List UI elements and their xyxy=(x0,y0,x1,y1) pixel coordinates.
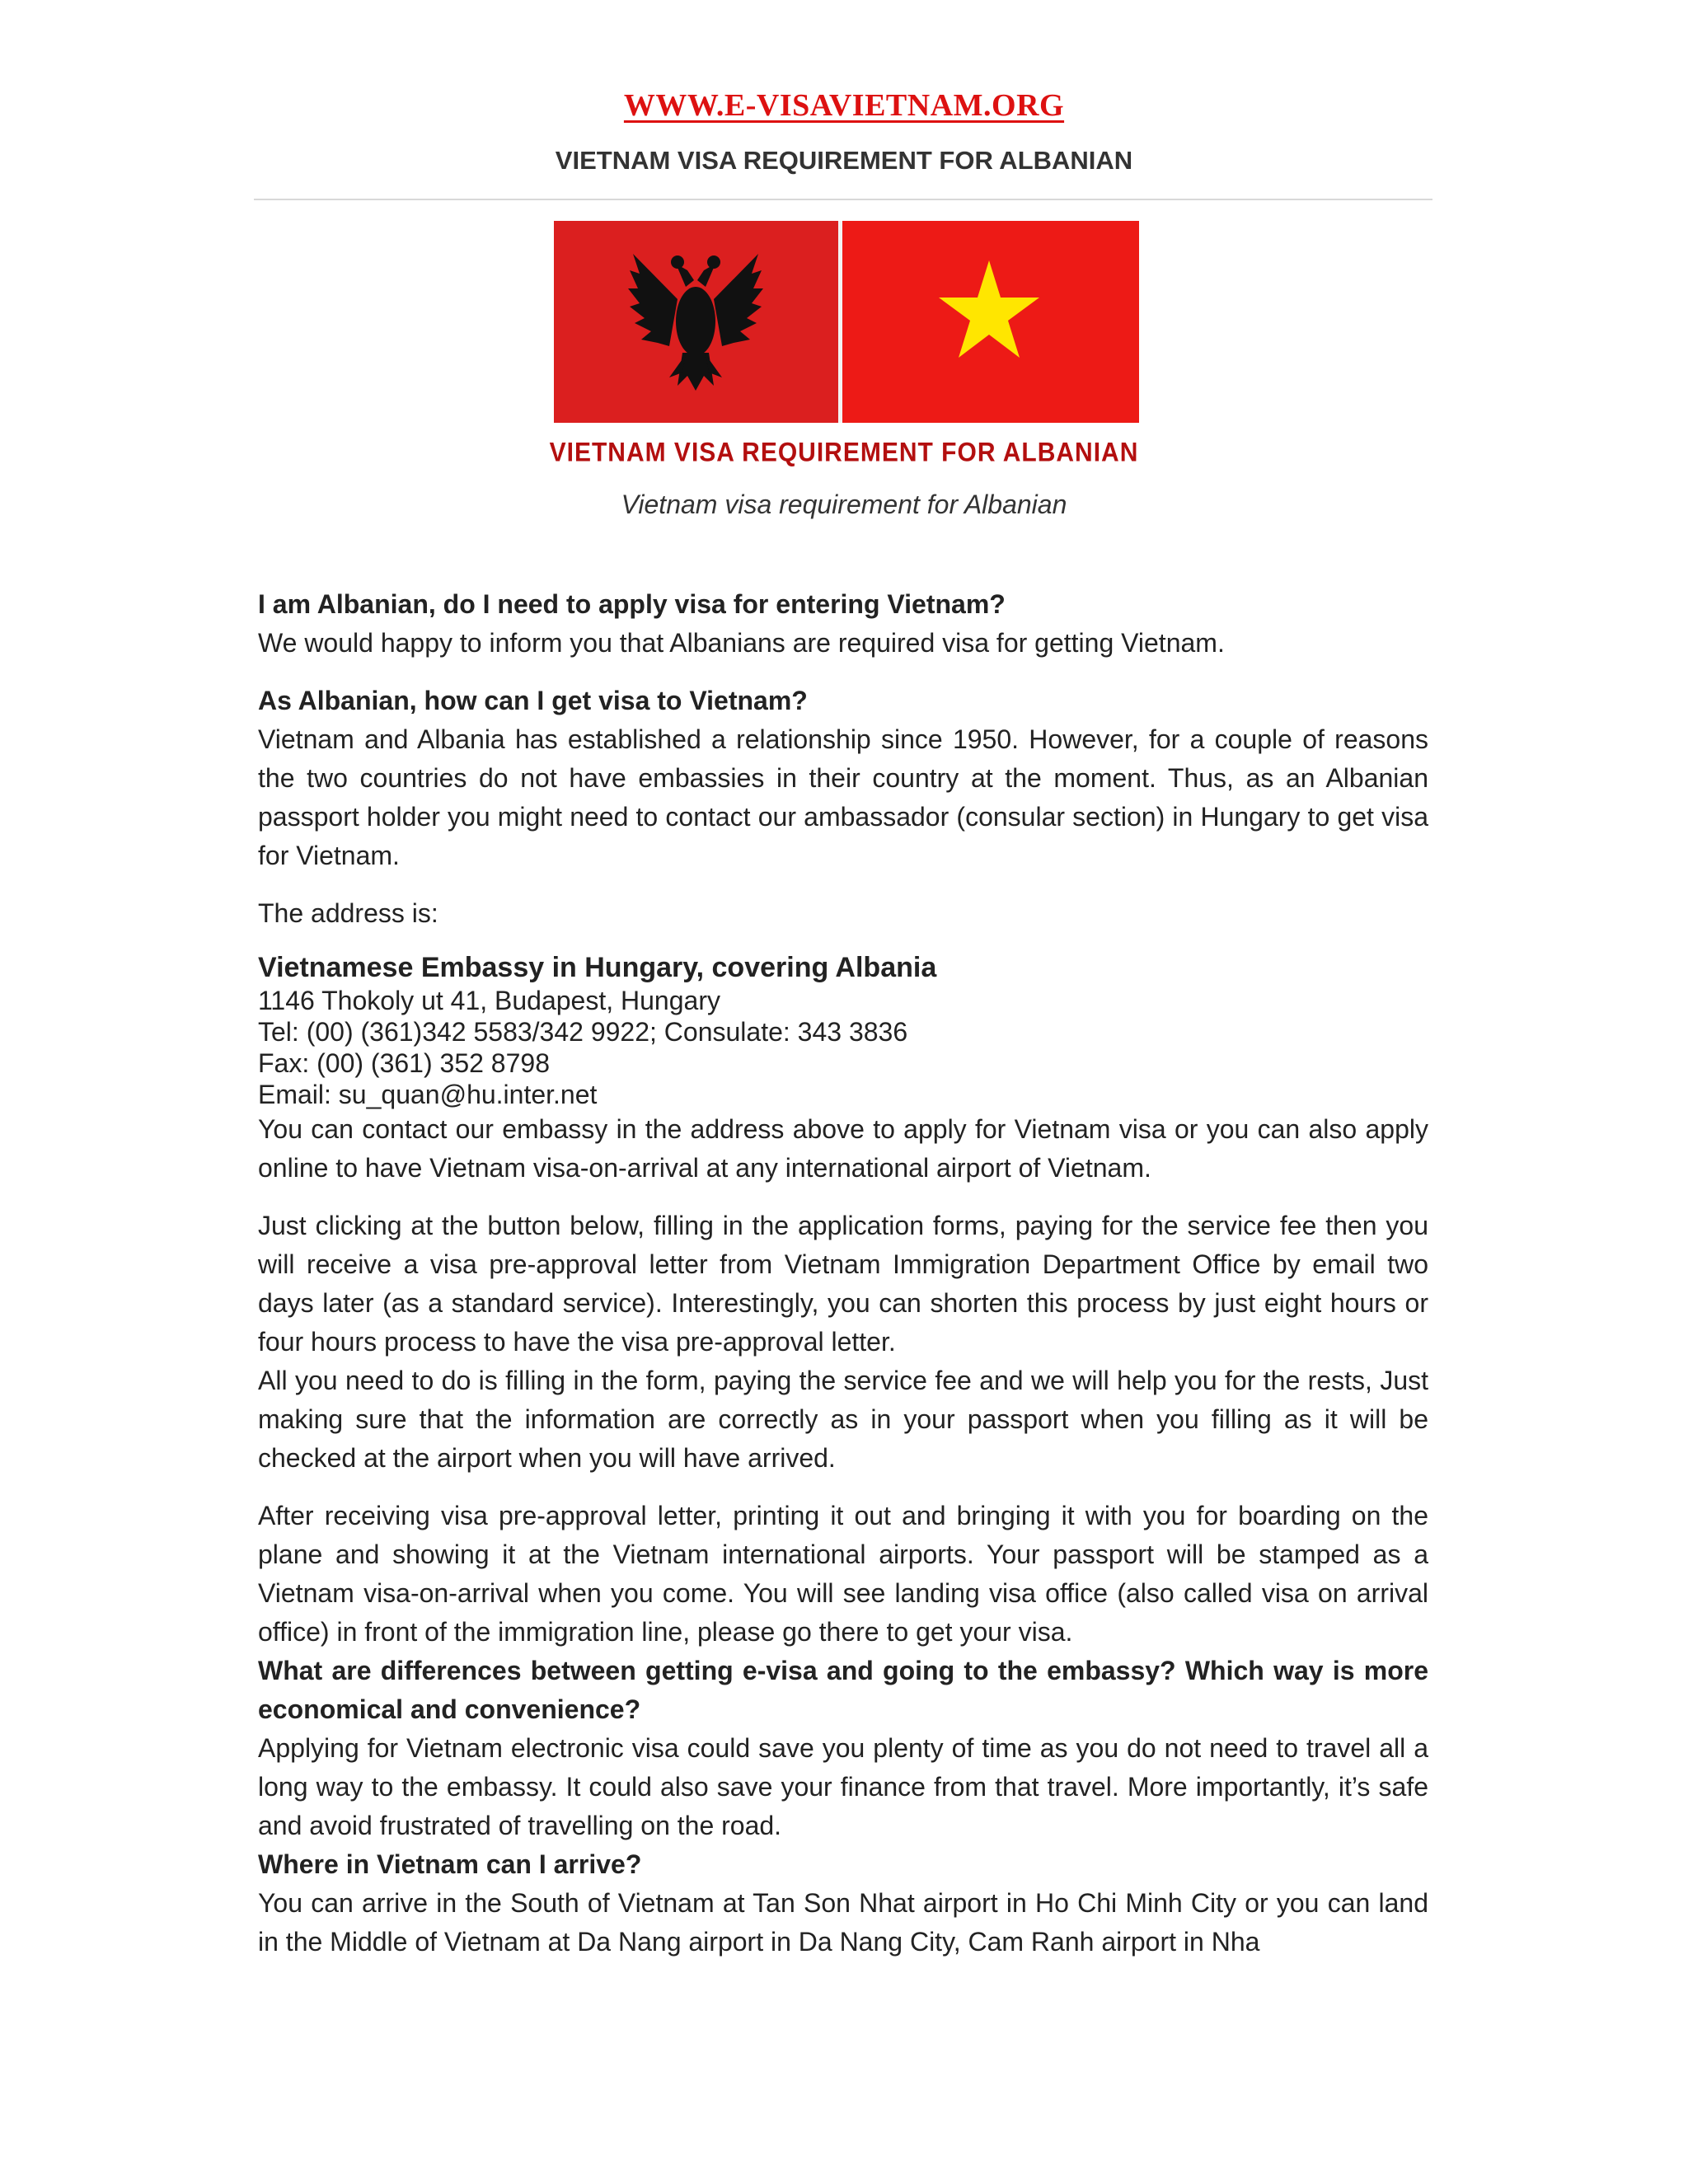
document-title: VIETNAM VISA REQUIREMENT FOR ALBANIAN xyxy=(555,146,1133,175)
contact-paragraph: You can contact our embassy in the address above to apply for Vietnam visa or you can also apply online to have Vietnam visa-on-arrival at any international airport of Vietnam. xyxy=(258,1114,1428,1183)
question-how-get-visa: As Albanian, how can I get visa to Vietnam? xyxy=(258,686,808,715)
embassy-name: Vietnamese Embassy in Hungary, covering Albania xyxy=(258,952,937,983)
site-link[interactable]: WWW.E-VISAVIETNAM.ORG xyxy=(623,88,1065,123)
process-paragraph: Just clicking at the button below, filling in the application forms, paying for the service fee then you will receive a visa pre-approval letter from Vietnam Immigration Department Office by email two days later (as a standard service). Interestingly, you can shorten this process by just eight hours or four hours process to have the visa pre-approval letter. xyxy=(258,1211,1428,1357)
answer-how-get-visa: Vietnam and Albania has established a relationship since 1950. However, for a couple of reasons the two countries do not have embassies in their country at the moment. Thus, as an Albanian passport holder you might need to contact our ambassador (consular section) in Hungary to get visa for Vietnam. xyxy=(258,724,1428,870)
embassy-tel: Tel: (00) (361)342 5583/342 9922; Consulate: 343 3836 xyxy=(258,1017,908,1047)
question-where-arrive: Where in Vietnam can I arrive? xyxy=(258,1849,642,1879)
answer-evisa-vs-embassy: Applying for Vietnam electronic visa could save you plenty of time as you do not need to travel all a long way to the embassy. It could also save your finance from that travel. More importantly, it’s safe and avoid frustrated of travelling on the road. xyxy=(258,1733,1428,1840)
address-intro: The address is: xyxy=(258,898,438,928)
answer-need-visa: We would happy to inform you that Albanians are required visa for getting Vietnam. xyxy=(258,628,1225,658)
question-evisa-vs-embassy: What are differences between getting e-visa and going to the embassy? Which way is more economical and convenience? xyxy=(258,1656,1428,1724)
form-paragraph: All you need to do is filling in the form, paying the service fee and we will help you for the rests, Just making sure that the information are correctly as in your passport when you filling as it will be checked at the airport when you will have arrived. xyxy=(258,1366,1428,1473)
flags-banner-image xyxy=(554,221,1139,423)
figure-caption: Vietnam visa requirement for Albanian xyxy=(621,490,1067,519)
arrival-paragraph: After receiving visa pre-approval letter, printing it out and bringing it with you for boarding on the plane and showing it at the Vietnam international airports. Your passport will be stamped as a Vietnam visa-on-arrival when you come. You will see landing visa office (also called visa on arrival office) in front of the immigration line, please go there to get your visa. xyxy=(258,1501,1428,1647)
embassy-fax: Fax: (00) (361) 352 8798 xyxy=(258,1048,550,1078)
question-need-visa: I am Albanian, do I need to apply visa for entering Vietnam? xyxy=(258,589,1006,619)
article-body xyxy=(258,585,1428,1961)
embassy-street: 1146 Thokoly ut 41, Budapest, Hungary xyxy=(258,986,720,1015)
header-divider xyxy=(254,199,1432,200)
embassy-email[interactable]: Email: su_quan@hu.inter.net xyxy=(258,1080,598,1109)
banner-caption: VIETNAM VISA REQUIREMENT FOR ALBANIAN xyxy=(549,438,1139,468)
answer-where-arrive: You can arrive in the South of Vietnam at Tan Son Nhat airport in Ho Chi Minh City or you can land in the Middle of Vietnam at Da Nang airport in Da Nang City, Cam Ranh airport in Nha xyxy=(258,1888,1428,1957)
flag-divider xyxy=(838,221,842,423)
